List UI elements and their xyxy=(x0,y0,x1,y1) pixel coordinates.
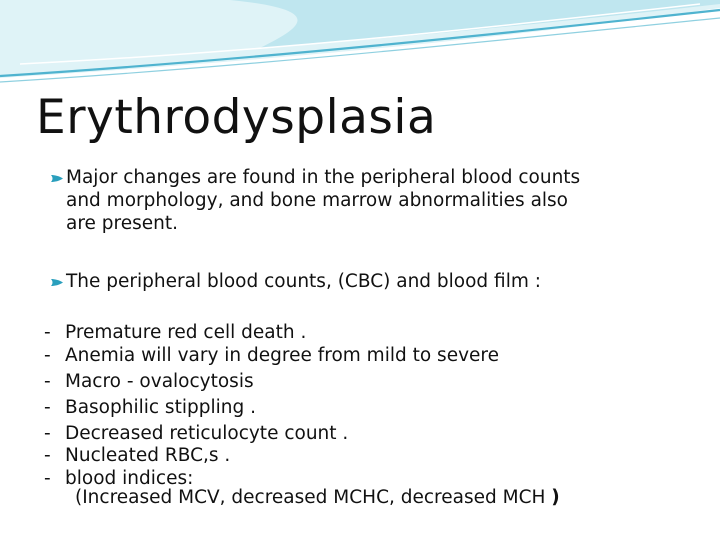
list-item-text: Basophilic stippling . xyxy=(65,396,256,418)
page-title: Erythrodysplasia xyxy=(36,90,437,145)
note-close-paren: ) xyxy=(551,487,560,508)
list-dash: - xyxy=(44,445,51,466)
bullet-major-changes xyxy=(50,166,580,235)
bullet-cbc xyxy=(50,270,541,293)
note-text: (Increased MCV, decreased MCHC, decreased MCH xyxy=(75,487,552,508)
bullet-line: Major changes are found in the peripheral blood counts xyxy=(66,167,581,188)
list-dash: - xyxy=(44,396,51,418)
list-dash: - xyxy=(44,322,51,343)
bullet-line: The peripheral blood counts, (CBC) and blood film : xyxy=(66,271,541,292)
header-banner-decoration xyxy=(0,0,720,90)
list-item-text: Premature red cell death . xyxy=(65,322,307,343)
list-dash: - xyxy=(44,370,51,392)
list-item-text: blood indices: xyxy=(65,467,194,489)
blood-indices-note xyxy=(75,486,560,510)
list-dash: - xyxy=(44,344,51,366)
bullet-line: are present. xyxy=(66,213,179,234)
list-item-text: Macro - ovalocytosis xyxy=(65,370,254,392)
list-item-text: Nucleated RBC,s . xyxy=(65,445,231,466)
list-item-text: Decreased reticulocyte count . xyxy=(65,422,349,444)
list-item-text: Anemia will vary in degree from mild to severe xyxy=(65,344,499,366)
list-dash: - xyxy=(44,422,51,444)
bullet-arrow-icon xyxy=(50,173,64,184)
bullet-line: and morphology, and bone marrow abnormalities also xyxy=(66,190,569,211)
bullet-arrow-icon xyxy=(50,277,64,288)
list-dash: - xyxy=(44,467,51,489)
